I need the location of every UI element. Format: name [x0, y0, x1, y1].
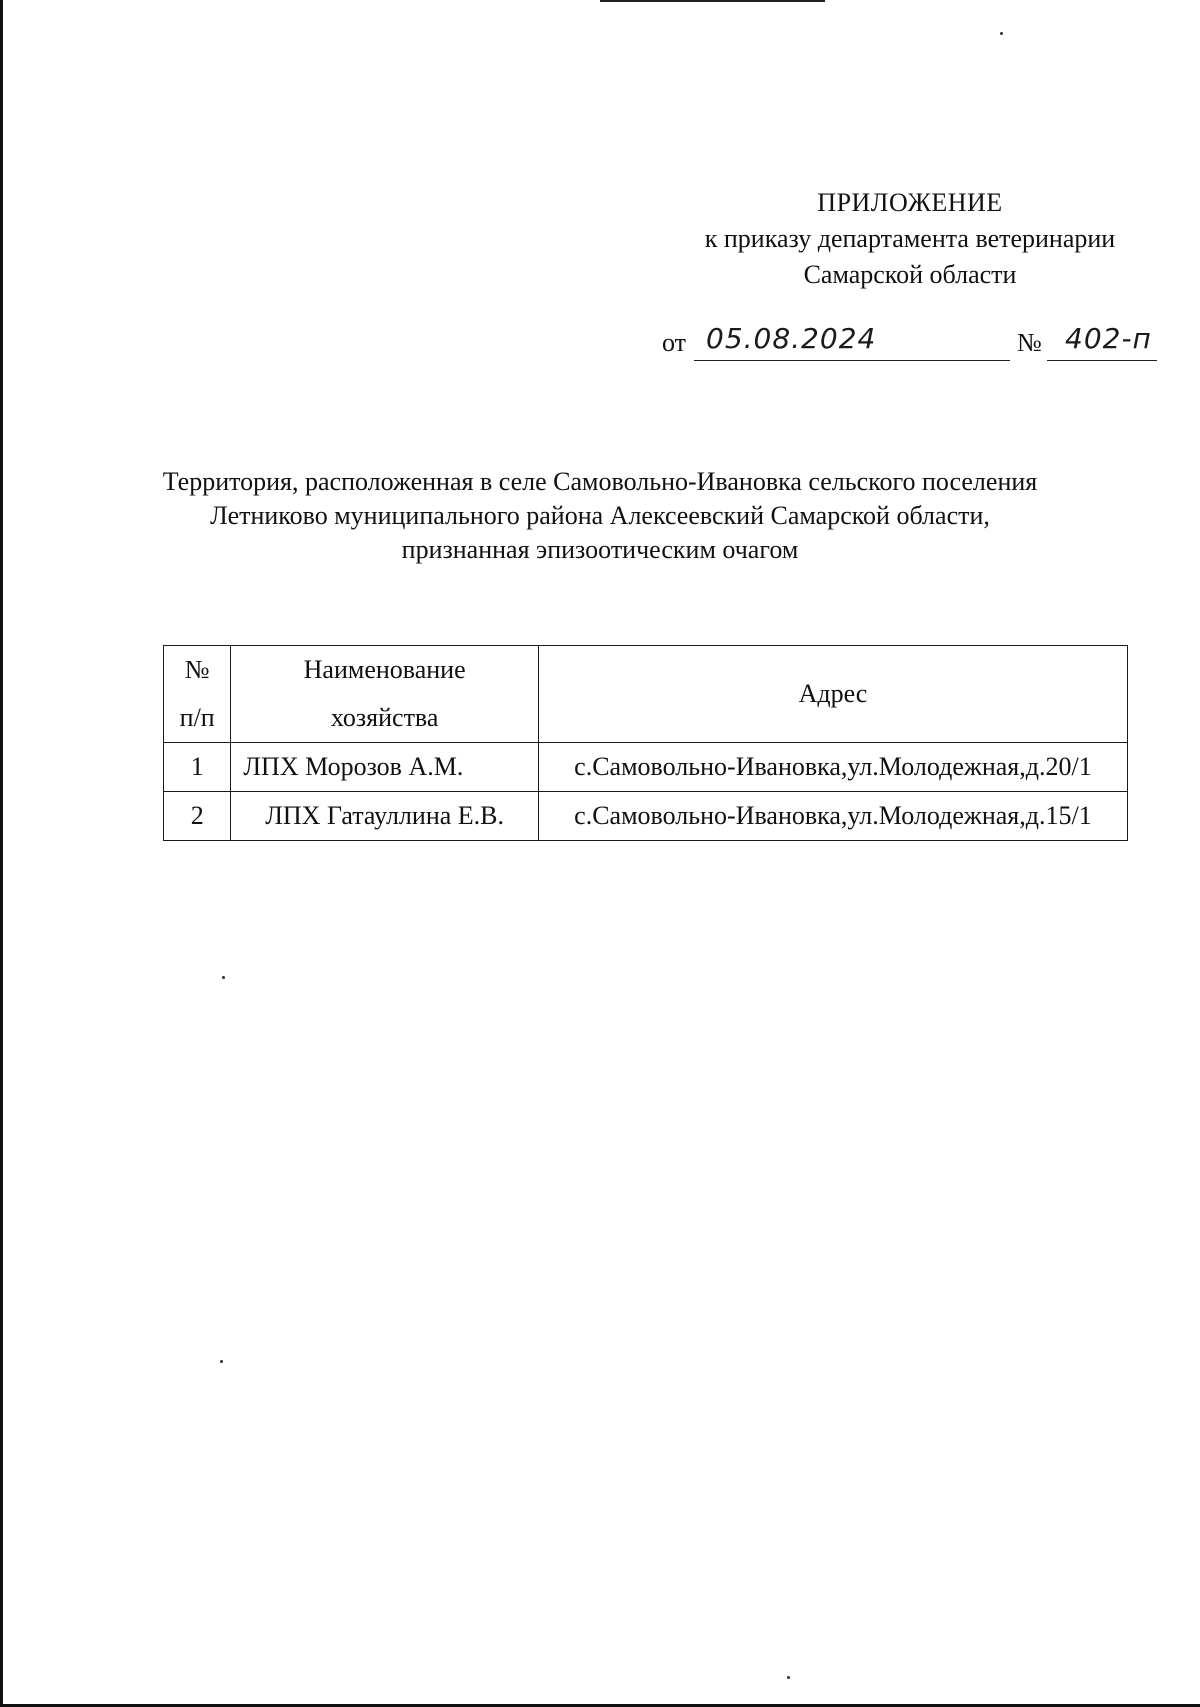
row-address: с.Самовольно-Ивановка,ул.Молодежная,д.15/1: [538, 792, 1127, 841]
header-number: [164, 646, 231, 743]
farms-table: [163, 645, 1128, 841]
appendix-line-2: Самарской области: [803, 260, 1017, 289]
scan-speck: [222, 976, 225, 979]
header-address: Адрес: [538, 646, 1127, 743]
table-header-row: [164, 646, 1128, 743]
scan-speck: [787, 1676, 790, 1679]
table-row: [164, 792, 1128, 841]
order-number: 402-п: [1065, 322, 1152, 355]
document-heading: [150, 465, 1050, 567]
number-prefix: №: [1017, 328, 1042, 357]
scan-speck: [1000, 32, 1003, 35]
date-prefix: от: [662, 328, 687, 357]
order-date: 05.08.2024: [706, 322, 877, 355]
scan-speck: [220, 1360, 223, 1363]
header-number-line-2: п/п: [179, 703, 215, 732]
order-reference: [662, 320, 1162, 366]
header-name-line-1: Наименование: [303, 655, 466, 684]
header-name: [231, 646, 538, 743]
table-row: [164, 743, 1128, 792]
date-field: [694, 320, 1010, 361]
row-farm-name: ЛПХ Морозов А.М.: [231, 743, 538, 792]
appendix-header: [640, 185, 1180, 293]
heading-line-2: Летниково муниципального района Алексеевский Самарской области,: [210, 501, 990, 530]
row-number: 1: [164, 743, 231, 792]
number-field: [1047, 320, 1157, 361]
appendix-title: ПРИЛОЖЕНИЕ: [817, 188, 1003, 217]
scan-top-mark: [600, 0, 825, 2]
heading-line-1: Территория, расположенная в селе Самовольно-Ивановка сельского поселения: [162, 467, 1038, 496]
row-number: 2: [164, 792, 231, 841]
header-number-line-1: №: [184, 655, 210, 684]
appendix-line-1: к приказу департамента ветеринарии: [704, 224, 1116, 253]
row-farm-name: ЛПХ Гатауллина Е.В.: [231, 792, 538, 841]
scan-edge-left: [0, 0, 3, 1707]
heading-line-3: признанная эпизоотическим очагом: [401, 535, 799, 564]
header-name-line-2: хозяйства: [330, 703, 439, 732]
row-address: с.Самовольно-Ивановка,ул.Молодежная,д.20/1: [538, 743, 1127, 792]
